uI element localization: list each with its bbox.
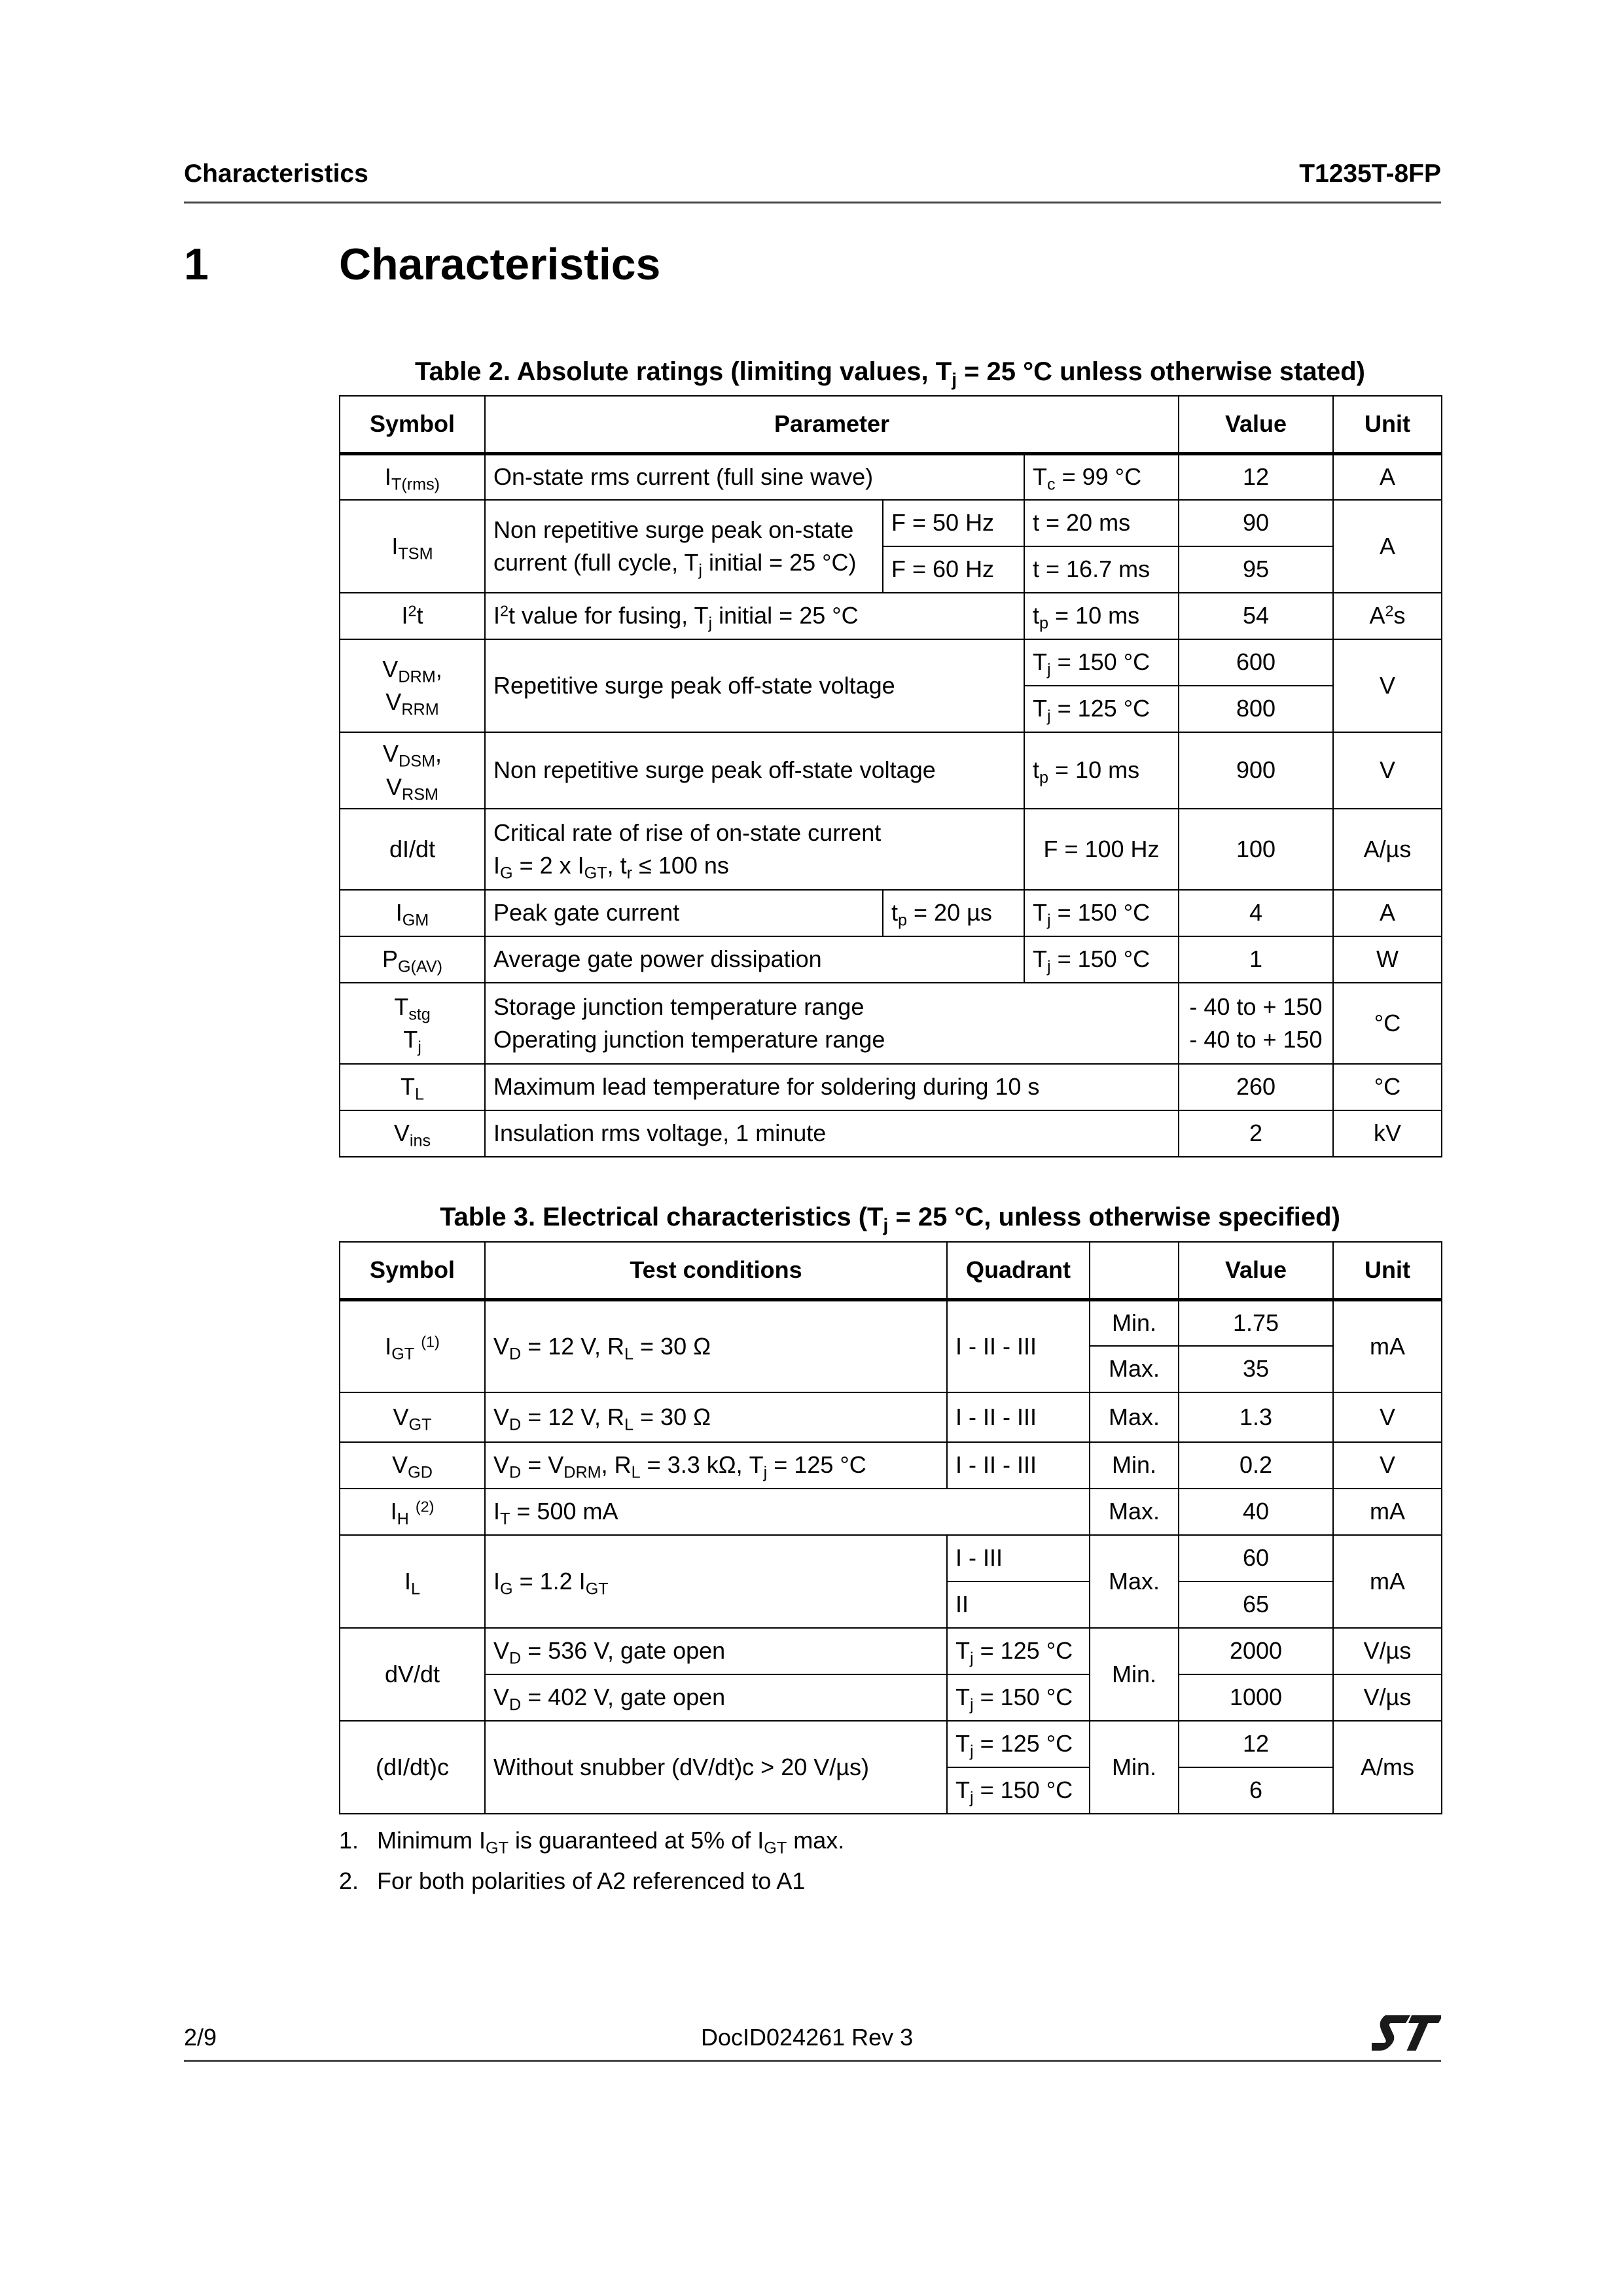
symbol-cell: $I^2t$ <box>340 593 485 639</box>
value-cell: 100 <box>1179 809 1333 890</box>
value-cell: 800 <box>1179 686 1333 732</box>
table2-caption: Table 2. Absolute ratings (limiting values, $T_j = 25$ °C unless otherwise stated) <box>415 357 1365 390</box>
symbol-cell: dV/dt <box>340 1628 485 1721</box>
symbol-cell: $V_{DRM}$, $V_{RRM}$ <box>340 639 485 732</box>
condition-cell: t = 16.7 ms <box>1024 546 1179 593</box>
table-row <box>340 1299 1442 1346</box>
quadrant-cell: I - II - III <box>947 1442 1090 1489</box>
parameter-cell: Storage junction temperature range Operating junction temperature range <box>485 983 1179 1064</box>
unit-cell: W <box>1333 936 1442 983</box>
absolute-ratings-table <box>339 395 1442 1157</box>
condition-cell: t = 20 ms <box>1024 500 1179 546</box>
symbol-cell: $V_{GD}$ <box>340 1442 485 1489</box>
table-row <box>340 1535 1442 1581</box>
table-row <box>340 936 1442 983</box>
value-cell: 1.75 <box>1179 1299 1333 1346</box>
quadrant-cell: I - II - III <box>947 1299 1090 1392</box>
table-header-row <box>340 1242 1442 1299</box>
value-cell: - 40 to + 150 - 40 to + 150 <box>1179 983 1333 1064</box>
col-header-value: Value <box>1179 1242 1333 1299</box>
symbol-cell: $V_{DSM}$, $V_{RSM}$ <box>340 732 485 809</box>
symbol-cell: $I_{GT}$ $^{(1)}$ <box>340 1299 485 1392</box>
table-row <box>340 732 1442 809</box>
table-row <box>340 453 1442 500</box>
limit-cell: Max. <box>1090 1535 1179 1628</box>
symbol-cell: $I_{GM}$ <box>340 890 485 936</box>
limit-cell: Max. <box>1090 1489 1179 1535</box>
note-2: 2. For both polarities of A2 referenced to A1 <box>339 1867 806 1894</box>
value-cell: 40 <box>1179 1489 1333 1535</box>
value-cell: 12 <box>1179 453 1333 500</box>
footer-rule <box>184 2060 1441 2062</box>
note-1: 1. Minimum $I_{GT}$ is guaranteed at 5% of $I_{GT}$ max. <box>339 1827 845 1858</box>
value-cell: 90 <box>1179 500 1333 546</box>
value-cell: 260 <box>1179 1064 1333 1110</box>
parameter-cell: Average gate power dissipation <box>485 936 1024 983</box>
unit-cell: $A^2s$ <box>1333 593 1442 639</box>
frequency-cell: F = 60 Hz <box>883 546 1024 593</box>
condition-cell: F = 100 Hz <box>1024 809 1179 890</box>
unit-cell: V <box>1333 1442 1442 1489</box>
quadrant-cell: $T_j = 150$ °C <box>947 1767 1090 1814</box>
table-header-row <box>340 396 1442 453</box>
value-cell: 95 <box>1179 546 1333 593</box>
condition-cell: $I_T = 500$ mA <box>485 1489 1090 1535</box>
value-cell: 65 <box>1179 1581 1333 1628</box>
table3-caption: Table 3. Electrical characteristics ($T_j = 25$ °C, unless otherwise specified) <box>440 1203 1340 1235</box>
condition-cell: $V_D = 402$ V, gate open <box>485 1674 947 1721</box>
value-cell: 2000 <box>1179 1628 1333 1674</box>
value-cell: 1 <box>1179 936 1333 983</box>
unit-cell: A <box>1333 453 1442 500</box>
value-cell: 35 <box>1179 1346 1333 1392</box>
col-header-value: Value <box>1179 396 1333 453</box>
symbol-cell: $T_L$ <box>340 1064 485 1110</box>
symbol-cell: $V_{ins}$ <box>340 1110 485 1157</box>
symbol-cell: $V_{GT}$ <box>340 1392 485 1442</box>
unit-cell: A <box>1333 500 1442 593</box>
unit-cell: °C <box>1333 983 1442 1064</box>
unit-cell: V <box>1333 639 1442 732</box>
symbol-cell: $I_{T(rms)}$ <box>340 453 485 500</box>
unit-cell: A <box>1333 890 1442 936</box>
limit-cell: Min. <box>1090 1442 1179 1489</box>
quadrant-cell: $T_j = 125$ °C <box>947 1721 1090 1767</box>
table-row <box>340 1442 1442 1489</box>
section-title: Characteristics <box>339 239 661 289</box>
quadrant-cell: II <box>947 1581 1090 1628</box>
electrical-characteristics-table <box>339 1241 1442 1814</box>
quadrant-cell: $T_j = 150$ °C <box>947 1674 1090 1721</box>
footer-page-number: 2/9 <box>184 2024 217 2051</box>
header-part-number: T1235T-8FP <box>1299 160 1441 188</box>
limit-cell: Min. <box>1090 1721 1179 1814</box>
table-row <box>340 1392 1442 1442</box>
pulse-cell: $t_p = 20$ µs <box>883 890 1024 936</box>
unit-cell: V/µs <box>1333 1628 1442 1674</box>
col-header-unit: Unit <box>1333 396 1442 453</box>
st-logo-icon <box>1372 2013 1441 2052</box>
parameter-cell: Non repetitive surge peak on-state current (full cycle, $T_j$ initial = 25 °C) <box>485 500 883 593</box>
condition-cell: $V_D = 12$ V, $R_L = 30$ Ω <box>485 1392 947 1442</box>
unit-cell: kV <box>1333 1110 1442 1157</box>
value-cell: 6 <box>1179 1767 1333 1814</box>
table-row <box>340 1628 1442 1674</box>
col-header-limit <box>1090 1242 1179 1299</box>
parameter-cell: Non repetitive surge peak off-state voltage <box>485 732 1024 809</box>
condition-cell: $t_p = 10$ ms <box>1024 593 1179 639</box>
unit-cell: mA <box>1333 1535 1442 1628</box>
section-number: 1 <box>184 239 209 289</box>
table-row <box>340 1489 1442 1535</box>
value-cell: 54 <box>1179 593 1333 639</box>
col-header-symbol: Symbol <box>340 1242 485 1299</box>
unit-cell: A/ms <box>1333 1721 1442 1814</box>
symbol-cell: $I_{TSM}$ <box>340 500 485 593</box>
unit-cell: mA <box>1333 1489 1442 1535</box>
table-row <box>340 639 1442 686</box>
parameter-cell: Critical rate of rise of on-state current $I_G = 2$ x $I_{GT}$, $t_r \le 100$ ns <box>485 809 1024 890</box>
header-rule <box>184 202 1441 203</box>
value-cell: 1000 <box>1179 1674 1333 1721</box>
quadrant-cell: I - III <box>947 1535 1090 1581</box>
header-section-label: Characteristics <box>184 160 368 188</box>
frequency-cell: F = 50 Hz <box>883 500 1024 546</box>
unit-cell: V/µs <box>1333 1674 1442 1721</box>
col-header-quadrant: Quadrant <box>947 1242 1090 1299</box>
footer-doc-id: DocID024261 Rev 3 <box>701 2024 914 2051</box>
table-notes <box>339 1820 844 1901</box>
table-row <box>340 593 1442 639</box>
symbol-cell: $I_L$ <box>340 1535 485 1628</box>
value-cell: 900 <box>1179 732 1333 809</box>
condition-cell: $I_G = 1.2$ $I_{GT}$ <box>485 1535 947 1628</box>
value-cell: 12 <box>1179 1721 1333 1767</box>
table-row <box>340 1674 1442 1721</box>
condition-cell: $V_D = V_{DRM}$, $R_L = 3.3$ kΩ, $T_j = 125$ °C <box>485 1442 947 1489</box>
unit-cell: V <box>1333 1392 1442 1442</box>
limit-cell: Min. <box>1090 1299 1179 1346</box>
table-row <box>340 500 1442 546</box>
symbol-cell: dI/dt <box>340 809 485 890</box>
table-row <box>340 1721 1442 1767</box>
parameter-cell: Peak gate current <box>485 890 883 936</box>
condition-cell: $V_D = 536$ V, gate open <box>485 1628 947 1674</box>
unit-cell: V <box>1333 732 1442 809</box>
condition-cell: Without snubber (dV/dt)c > 20 V/µs) <box>485 1721 947 1814</box>
col-header-symbol: Symbol <box>340 396 485 453</box>
parameter-cell: On-state rms current (full sine wave) <box>485 453 1024 500</box>
condition-cell: $T_c = 99$ °C <box>1024 453 1179 500</box>
table-row <box>340 1110 1442 1157</box>
table-row <box>340 890 1442 936</box>
parameter-cell: $I^2t$ value for fusing, $T_j$ initial = 25 °C <box>485 593 1024 639</box>
parameter-cell: Maximum lead temperature for soldering during 10 s <box>485 1064 1179 1110</box>
limit-cell: Min. <box>1090 1628 1179 1721</box>
condition-cell: $T_j = 150$ °C <box>1024 639 1179 686</box>
value-cell: 4 <box>1179 890 1333 936</box>
symbol-cell: (dI/dt)c <box>340 1721 485 1814</box>
table-row <box>340 809 1442 890</box>
condition-cell: $T_j = 150$ °C <box>1024 936 1179 983</box>
value-cell: 2 <box>1179 1110 1333 1157</box>
quadrant-cell: I - II - III <box>947 1392 1090 1442</box>
table-row <box>340 983 1442 1064</box>
unit-cell: A/µs <box>1333 809 1442 890</box>
value-cell: 1.3 <box>1179 1392 1333 1442</box>
value-cell: 600 <box>1179 639 1333 686</box>
col-header-parameter: Parameter <box>485 396 1179 453</box>
condition-cell: $T_j = 125$ °C <box>1024 686 1179 732</box>
parameter-cell: Repetitive surge peak off-state voltage <box>485 639 1024 732</box>
symbol-cell: $I_H$ $^{(2)}$ <box>340 1489 485 1535</box>
symbol-cell: $P_{G(AV)}$ <box>340 936 485 983</box>
symbol-cell: $T_{stg}$ $T_j$ <box>340 983 485 1064</box>
condition-cell: $T_j = 150$ °C <box>1024 890 1179 936</box>
unit-cell: mA <box>1333 1299 1442 1392</box>
unit-cell: °C <box>1333 1064 1442 1110</box>
limit-cell: Max. <box>1090 1346 1179 1392</box>
value-cell: 60 <box>1179 1535 1333 1581</box>
quadrant-cell: $T_j = 125$ °C <box>947 1628 1090 1674</box>
condition-cell: $t_p = 10$ ms <box>1024 732 1179 809</box>
limit-cell: Max. <box>1090 1392 1179 1442</box>
table-row <box>340 1064 1442 1110</box>
parameter-cell: Insulation rms voltage, 1 minute <box>485 1110 1179 1157</box>
condition-cell: $V_D = 12$ V, $R_L = 30$ Ω <box>485 1299 947 1392</box>
col-header-unit: Unit <box>1333 1242 1442 1299</box>
value-cell: 0.2 <box>1179 1442 1333 1489</box>
col-header-test-conditions: Test conditions <box>485 1242 947 1299</box>
